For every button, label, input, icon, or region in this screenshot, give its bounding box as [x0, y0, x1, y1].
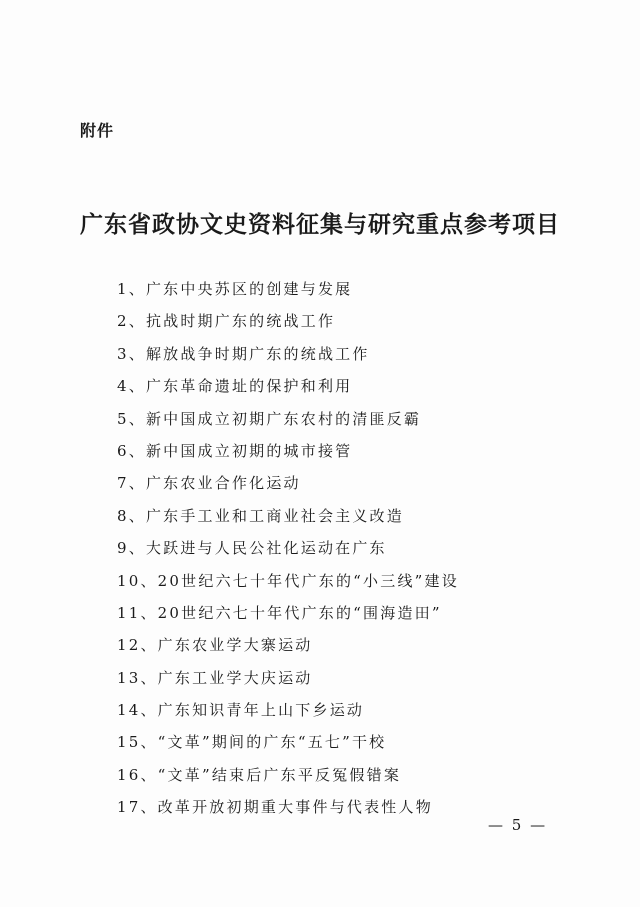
list-item: 17、改革开放初期重大事件与代表性人物	[117, 798, 433, 817]
list-item: 8、广东手工业和工商业社会主义改造	[117, 506, 404, 525]
page-number: — 5 —	[488, 816, 548, 834]
list-item: 10、20世纪六七十年代广东的“小三线”建设	[117, 571, 459, 590]
list-item: 3、解放战争时期广东的统战工作	[117, 344, 370, 363]
list-item: 5、新中国成立初期广东农村的清匪反霸	[117, 409, 422, 428]
list-item: 9、大跃进与人民公社化运动在广东	[117, 539, 387, 558]
list-item: 11、20世纪六七十年代广东的“围海造田”	[117, 603, 442, 622]
list-item: 7、广东农业合作化运动	[117, 474, 301, 493]
list-item: 16、“文革”结束后广东平反冤假错案	[117, 765, 402, 784]
list-item: 1、广东中央苏区的创建与发展	[117, 280, 353, 298]
project-list	[117, 278, 459, 829]
list-item: 15、“文革”期间的广东“五七”干校	[117, 733, 387, 752]
list-item: 4、广东革命遗址的保护和利用	[117, 377, 353, 396]
list-item: 6、新中国成立初期的城市接管	[117, 441, 353, 460]
list-item: 14、广东知识青年上山下乡运动	[117, 701, 365, 720]
document-title: 广东省政协文史资料征集与研究重点参考项目	[80, 212, 560, 238]
list-item: 12、广东农业学大寨运动	[117, 636, 313, 655]
list-item: 2、抗战时期广东的统战工作	[117, 312, 336, 331]
attachment-label: 附件	[80, 121, 115, 140]
list-item: 13、广东工业学大庆运动	[117, 668, 313, 687]
